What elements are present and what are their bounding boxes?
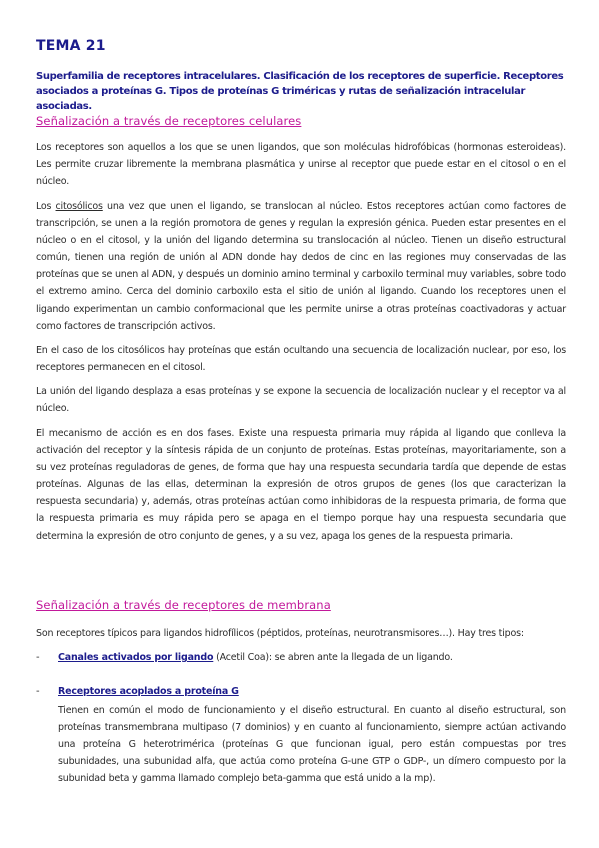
list-item-2-label: [58, 686, 239, 697]
section1-paragraph-1: Los receptores son aquellos a los que se unen ligandos, que son moléculas hidrofóbicas (hormonas esteroideas). Les permite cruzar libremente la membrana plasmática y unirse al receptor que puede estar en el citosol o en el núcleo.: [36, 142, 566, 188]
section1-paragraph-5: El mecanismo de acción es en dos fases. Existe una respuesta primaria muy rápida al ligando que conlleva la activación del receptor y la síntesis rápida de un conjunto de proteínas. Estas proteínas, mayoritariamente, son a su vez proteínas reguladoras de genes, de forma que hay una respuesta secundaria tardía que depende de estas proteínas. Algunas de las ellas, determinan la expresión de otros grupos de genes (los que caracterizan la respuesta secundaria) y, además, otras proteínas actúan como inhibidoras de la respuesta primaria, de forma que la respuesta primaria es muy rápida pero se apaga en el tiempo porque hay una respuesta secundaria que determina la expresión de otro conjunto de genes, y a su vez, apaga los genes de la respuesta primaria.: [36, 428, 566, 542]
term-citosolicos: citosólicos: [55, 201, 103, 212]
p2-rest: una vez que unen el ligando, se translocan al núcleo. Estos receptores actúan como factores de transcripción, se unen a la región promotora de genes y regulan la expresión génica. Pueden estar presentes en el núcleo o en el citosol, y la unión del ligando determina su translocación al núcleo. Tienen un diseño estructural común, tienen una región de unión al ADN donde hay dedos de cinc en las regiones muy conservadas de las proteínas que se unen al ADN, y después un dominio amino terminal y carboxilo terminal muy variables, sobre todo el extremo amino. Cerca del dominio carboxilo esta el sitio de unión al ligando. Cuando los receptores unen el ligando experimentan un cambio conformacional que les permite unirse a otras proteínas coactivadoras y actuar como factores de transcripción activos.: [36, 201, 567, 332]
doc-subtitle: Superfamilia de receptores intracelulares. Clasificación de los receptores de superficie. Receptores asociados a proteínas G. Tipos de proteínas G triméricas y rutas de señalización intracelular asociadas.: [36, 71, 564, 112]
item1-label[interactable]: Canales activados por ligando: [58, 652, 214, 663]
section2-intro: Son receptores típicos para ligandos hidrofílicos (péptidos, proteínas, neurotransmisores…). Hay tres tipos:: [36, 628, 524, 639]
section1-paragraph-2: [36, 198, 566, 335]
doc-title: TEMA 21: [36, 38, 106, 54]
section1-heading: Señalización a través de receptores celulares: [36, 114, 302, 128]
list-item-2-text: Tienen en común el modo de funcionamiento y el diseño estructural. En cuanto al diseño estructural, son proteínas transmembrana multipaso (7 dominios) y en cuanto al funcionamiento, siempre actúan activando una proteína G heterotrimérica (proteínas G que funcionan igual, pero están compuestas por tres subunidades, una subunidad alfa, que actúa como proteína G-une GTP o GDP-, un dímero compuesto por la subunidad beta y gamma llamado complejo beta-gamma que está unido a la mp).: [58, 705, 566, 785]
p2-start: Los: [36, 201, 56, 212]
list-bullet-2: -: [36, 686, 40, 697]
section1-paragraph-4: La unión del ligando desplaza a esas proteínas y se expone la secuencia de localización nuclear y el receptor va al núcleo.: [36, 386, 566, 415]
section2-heading: Señalización a través de receptores de membrana: [36, 598, 331, 612]
list-item-1: [58, 652, 453, 663]
list-bullet-1: -: [36, 652, 40, 663]
item1-text: (Acetil Coa): se abren ante la llegada de un ligando.: [213, 652, 453, 663]
item2-label[interactable]: Receptores acoplados a proteína G: [58, 686, 239, 697]
section1-paragraph-3: En el caso de los citosólicos hay proteínas que están ocultando una secuencia de localización nuclear, por eso, los receptores permanecen en el citosol.: [36, 345, 566, 374]
